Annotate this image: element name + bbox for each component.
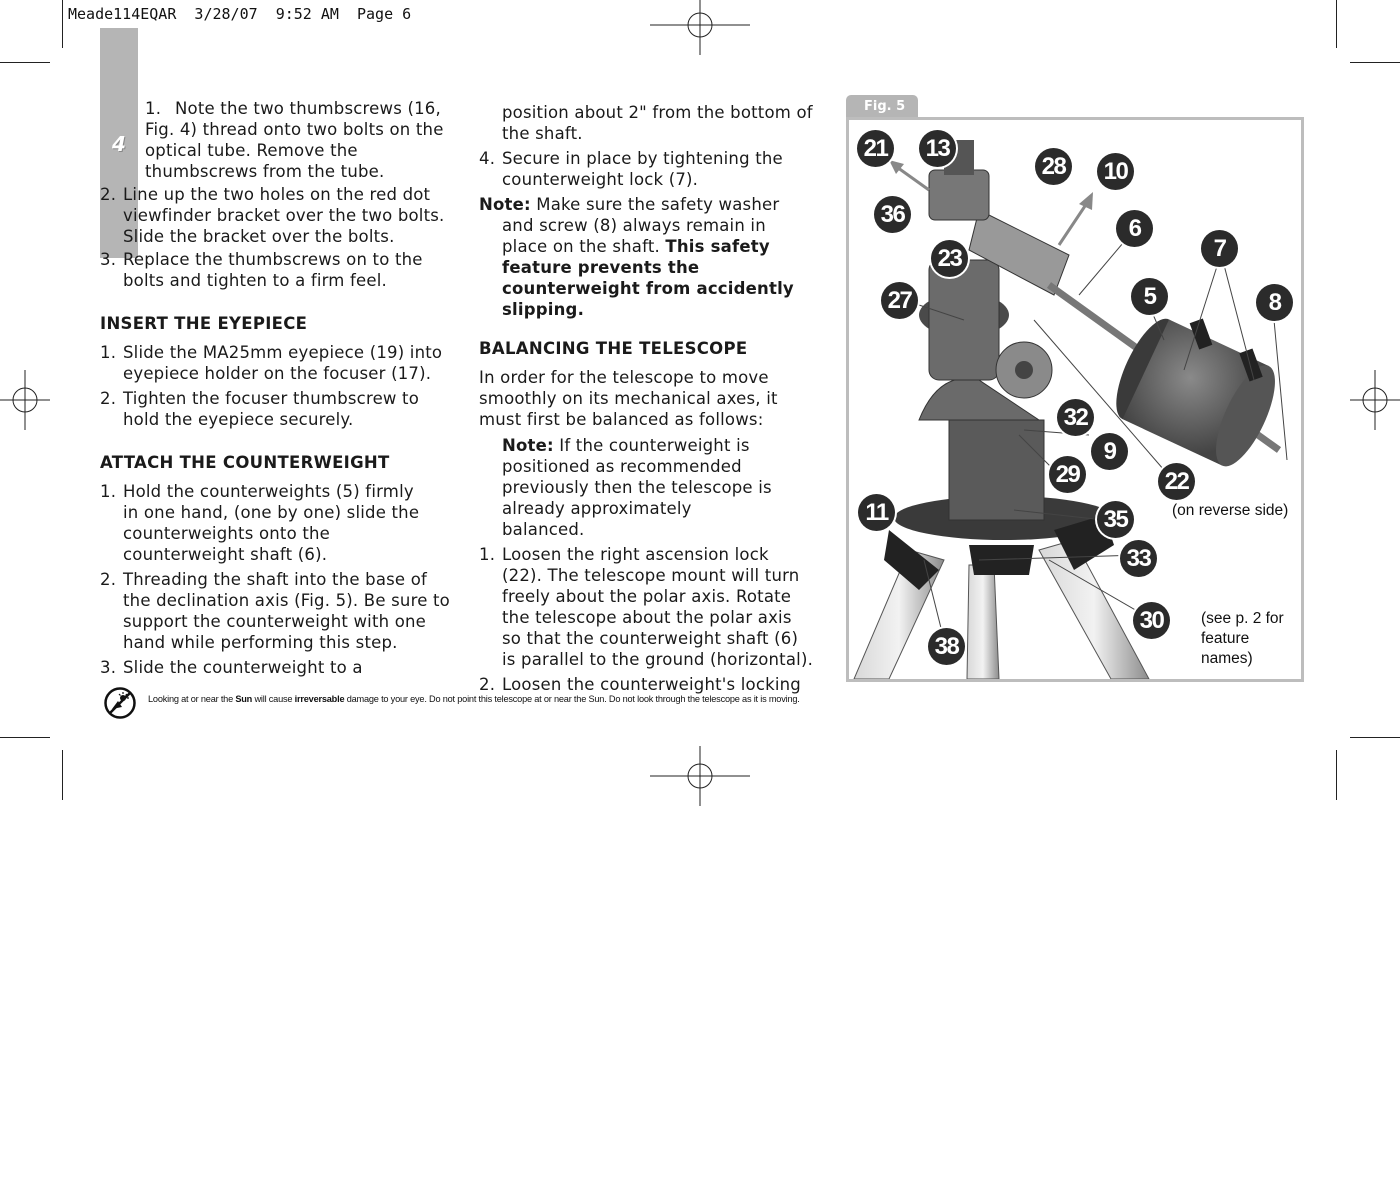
registration-mark-top (650, 0, 750, 55)
reverse-side-note: (on reverse side) (1172, 502, 1289, 519)
callout-28: 28 (1035, 148, 1072, 185)
callout-36: 36 (874, 196, 911, 233)
note-bold-text: This safety feature prevents the counterweight from accidently slipping. (502, 237, 794, 319)
printer-slug: Meade114EQAR 3/28/07 9:52 AM Page 6 (68, 5, 412, 23)
registration-mark-left (0, 370, 50, 430)
callout-13: 13 (919, 130, 956, 167)
middle-column (479, 102, 814, 699)
callout-11: 11 (858, 494, 895, 531)
step-number: 1. (100, 343, 117, 362)
callout-21: 21 (857, 130, 894, 167)
list-item (100, 657, 450, 678)
callout-8: 8 (1256, 284, 1293, 321)
callout-27: 27 (881, 282, 918, 319)
step-number: 3. (100, 658, 117, 677)
section-heading-eyepiece: INSERT THE EYEPIECE (100, 314, 308, 333)
callout-6: 6 (1116, 210, 1153, 247)
callout-38: 38 (928, 628, 965, 665)
step-text: Secure in place by tightening the counterweight lock (7). (502, 149, 783, 189)
step-number: 3. (100, 250, 117, 269)
step-number: 2. (479, 675, 496, 694)
step-number: 2. (100, 389, 117, 408)
callout-9: 9 (1091, 433, 1128, 470)
step-number: 2. (100, 570, 117, 589)
crop-mark (0, 62, 50, 63)
list-item (100, 569, 450, 653)
warning-text: Looking at or near the (148, 694, 236, 704)
step-text: Note the two thumbscrews (16, Fig. 4) thread onto two bolts on the optical tube. Remove the thumbscrews from the tube. (145, 99, 444, 181)
list-item (100, 342, 450, 384)
left-column (100, 98, 450, 682)
list-item (100, 388, 450, 430)
warning-text: damage to your eye. Do not point this telescope at or near the Sun. Do not look through the telescope as it is moving. (344, 694, 800, 704)
callout-23: 23 (931, 240, 968, 277)
callout-5: 5 (1131, 278, 1168, 315)
callout-7: 7 (1201, 230, 1238, 267)
callout-22: 22 (1158, 463, 1195, 500)
crop-mark (1350, 62, 1400, 63)
registration-mark-right (1350, 370, 1400, 430)
list-item (100, 481, 423, 565)
step-text: Slide the counterweight to a (123, 658, 363, 677)
safety-note (479, 194, 814, 320)
registration-mark-bottom (650, 746, 750, 806)
step-number: 1. (145, 99, 162, 118)
step-text: Hold the counterweights (5) firmly in one hand, (one by one) slide the counterweights onto the counterweight shaft (6). (123, 482, 420, 564)
callout-30: 30 (1133, 602, 1170, 639)
crop-mark (62, 750, 63, 800)
step-text: Replace the thumbscrews on to the bolts and tighten to a firm feel. (123, 250, 423, 290)
warning-text: will cause (252, 694, 295, 704)
figure-label: Fig. 5 (846, 95, 918, 119)
callout-33: 33 (1120, 540, 1157, 577)
callout-29: 29 (1049, 456, 1086, 493)
list-item (479, 544, 814, 670)
intro-steps (100, 98, 450, 291)
list-item (100, 249, 450, 291)
step-text: Loosen the counterweight's locking (502, 675, 801, 694)
crop-mark (1336, 750, 1337, 800)
list-item (479, 148, 814, 190)
step-number: 2. (100, 185, 117, 204)
balancing-note (479, 435, 772, 540)
list-item (479, 674, 814, 695)
crop-mark (1336, 0, 1337, 48)
callout-32: 32 (1057, 399, 1094, 436)
note-text: Make sure the safety washer and screw (8) always remain in place on the shaft. (502, 195, 780, 256)
safety-warning (148, 694, 800, 704)
section-heading-balancing: BALANCING THE TELESCOPE (479, 339, 748, 358)
step-text: Threading the shaft into the base of the declination axis (Fig. 5). Be sure to support the counterweight with one hand while performing this step. (123, 570, 450, 652)
list-item (100, 184, 450, 247)
note-label: Note: (479, 195, 531, 214)
callout-10: 10 (1097, 153, 1134, 190)
see-page-note: (see p. 2 for feature names) (1201, 610, 1284, 667)
step-text: Loosen the right ascension lock (22). The telescope mount will turn freely about the polar axis. Rotate the telescope about the polar axis so that the counterweight shaft (6) is parallel to the ground (horizontal). (502, 545, 814, 669)
continued-text: position about 2" from the bottom of the shaft. (502, 103, 813, 143)
step-number: 4. (479, 149, 496, 168)
no-sun-viewing-icon (104, 687, 136, 719)
crop-mark (1350, 737, 1400, 738)
callout-35: 35 (1097, 501, 1134, 538)
crop-mark (62, 0, 63, 48)
note-text: If the counterweight is positioned as recommended previously then the telescope is already approximately balanced. (502, 436, 772, 539)
warning-sun: Sun (235, 694, 253, 704)
balancing-intro: In order for the telescope to move smoothly on its mechanical axes, it must first be balanced as follows: (479, 368, 778, 429)
page-number: 4 (112, 132, 126, 156)
crop-mark (0, 737, 50, 738)
figure-frame (846, 117, 1304, 682)
step-text: Tighten the focuser thumbscrew to hold the eyepiece securely. (123, 389, 420, 429)
step-text: Slide the MA25mm eyepiece (19) into eyepiece holder on the focuser (17). (123, 343, 443, 383)
step-text: Line up the two holes on the red dot viewfinder bracket over the two bolts. Slide the bracket over the bolts. (123, 185, 445, 246)
warning-irreversable: irreversable (294, 694, 345, 704)
step-number: 1. (100, 482, 117, 501)
section-heading-counterweight: ATTACH THE COUNTERWEIGHT (100, 453, 390, 472)
list-item (100, 98, 450, 182)
note-label: Note: (502, 436, 554, 455)
step-number: 1. (479, 545, 496, 564)
